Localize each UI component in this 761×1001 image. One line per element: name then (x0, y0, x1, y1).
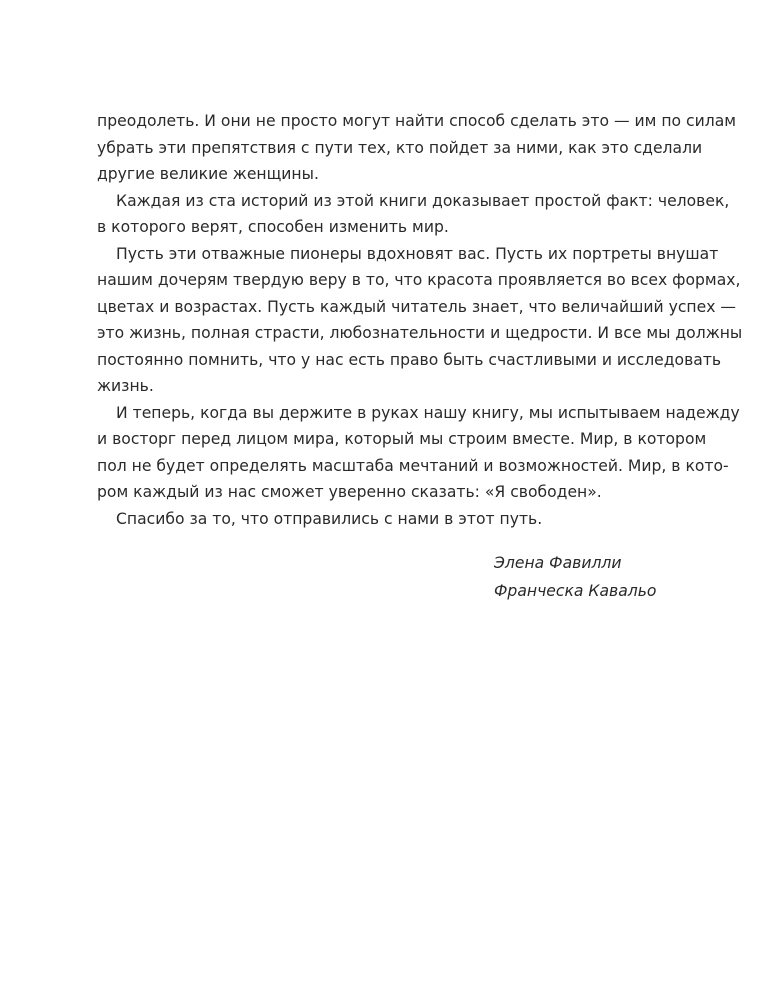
text-line: Каждая из ста историй из этой книги доказывает простой факт: человек, (116, 191, 730, 210)
signatures (494, 549, 656, 605)
text-line: цветах и возрастах. Пусть каждый читатель знает, что величайший успех — (97, 297, 736, 316)
text-line: Спасибо за то, что отправились с нами в этот путь. (116, 509, 543, 528)
text-line: в которого верят, способен изменить мир. (97, 218, 449, 236)
text-line: преодолеть. И они не просто могут найти способ сделать это — им по силам (97, 112, 737, 130)
text-line: Пусть эти отважные пионеры вдохновят вас. Пусть их портреты внушат (116, 244, 719, 263)
text-line: постоянно помнить, что у нас есть право быть счастливыми и исследовать (97, 350, 722, 369)
text-line: ром каждый из нас сможет уверенно сказать: «Я свободен». (97, 483, 602, 501)
text-line: пол не будет определять масштаба мечтаний и возможностей. Мир, в кото- (97, 456, 729, 475)
text-line: и восторг перед лицом мира, который мы строим вместе. Мир, в котором (97, 430, 707, 448)
signature-author-1: Элена Фавилли (494, 554, 622, 572)
text-line: нашим дочерям твердую веру в то, что красота проявляется во всех формах, (97, 271, 741, 289)
text-line: убрать эти препятствия с пути тех, кто пойдет за ними, как это сделали (97, 138, 703, 157)
signature-author-2: Франческа Кавальо (494, 582, 657, 600)
text-line: жизнь. (97, 377, 154, 395)
text-line: И теперь, когда вы держите в руках нашу книгу, мы испытываем надежду (116, 403, 740, 422)
body-text (97, 108, 743, 532)
text-line: это жизнь, полная страсти, любознательности и щедрости. И все мы должны (97, 324, 743, 342)
text-line: другие великие женщины. (97, 165, 319, 183)
